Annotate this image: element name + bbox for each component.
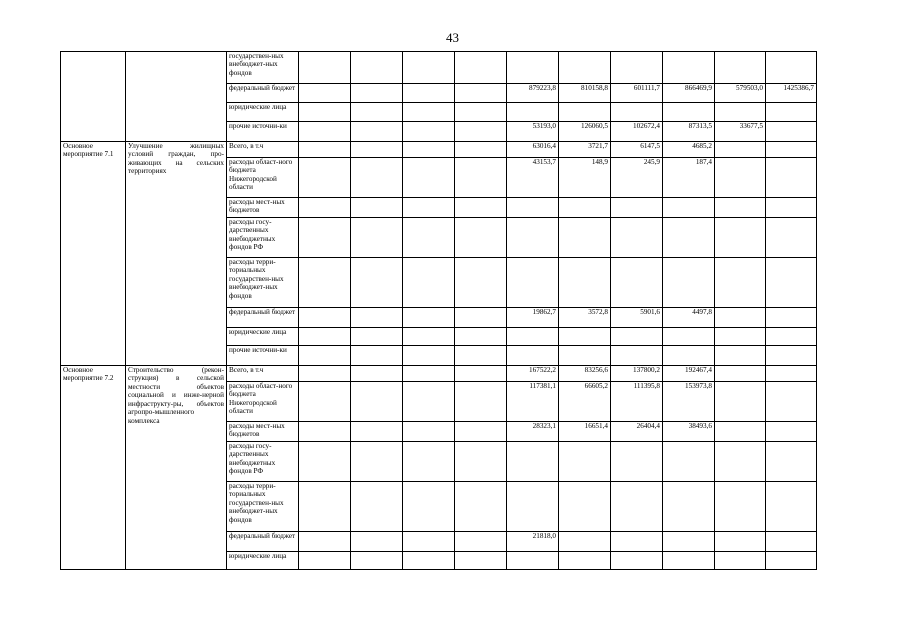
value-cell <box>507 442 559 482</box>
empty-cell <box>351 442 403 482</box>
empty-cell <box>351 532 403 552</box>
empty-cell <box>403 258 455 308</box>
funding-source-cell: расходы терри-ториальных государствен-ных внебюджет-ных фондов <box>227 482 299 532</box>
value-cell: 167522,2 <box>507 366 559 382</box>
value-cell: 137800,2 <box>611 366 663 382</box>
empty-cell <box>299 366 351 382</box>
value-cell: 579503,0 <box>715 84 766 103</box>
value-cell <box>766 218 817 258</box>
empty-cell <box>403 532 455 552</box>
empty-cell <box>351 328 403 346</box>
empty-cell <box>299 103 351 122</box>
empty-cell <box>455 52 507 84</box>
empty-cell <box>403 422 455 442</box>
value-cell: 6147,5 <box>611 142 663 158</box>
value-cell: 38493,6 <box>663 422 715 442</box>
empty-cell <box>299 198 351 218</box>
value-cell <box>766 122 817 142</box>
value-cell <box>715 482 766 532</box>
value-cell: 63016,4 <box>507 142 559 158</box>
empty-cell <box>299 52 351 84</box>
value-cell <box>766 198 817 218</box>
value-cell: 102672,4 <box>611 122 663 142</box>
value-cell <box>559 552 611 570</box>
empty-cell <box>403 382 455 422</box>
value-cell <box>715 346 766 366</box>
value-cell <box>611 346 663 366</box>
value-cell <box>715 382 766 422</box>
value-cell <box>766 142 817 158</box>
empty-cell <box>351 103 403 122</box>
value-cell <box>715 142 766 158</box>
value-cell: 111395,8 <box>611 382 663 422</box>
funding-source-cell: юридические лица <box>227 552 299 570</box>
value-cell: 21818,0 <box>507 532 559 552</box>
empty-cell <box>351 308 403 328</box>
value-cell: 33677,5 <box>715 122 766 142</box>
empty-cell <box>299 218 351 258</box>
event-cell: Основное мероприятие 7.1 <box>61 142 126 366</box>
value-cell <box>766 328 817 346</box>
value-cell <box>559 532 611 552</box>
table-row <box>61 366 817 382</box>
value-cell: 4497,8 <box>663 308 715 328</box>
value-cell <box>766 308 817 328</box>
empty-cell <box>455 198 507 218</box>
empty-cell <box>455 122 507 142</box>
value-cell <box>611 328 663 346</box>
value-cell <box>507 482 559 532</box>
empty-cell <box>455 482 507 532</box>
value-cell: 126060,5 <box>559 122 611 142</box>
value-cell <box>611 198 663 218</box>
empty-cell <box>455 366 507 382</box>
value-cell <box>663 442 715 482</box>
value-cell <box>559 52 611 84</box>
event-cell <box>61 52 126 142</box>
value-cell: 19862,7 <box>507 308 559 328</box>
empty-cell <box>455 84 507 103</box>
page-number: 43 <box>446 30 459 45</box>
value-cell: 83256,6 <box>559 366 611 382</box>
value-cell <box>611 52 663 84</box>
value-cell <box>766 158 817 198</box>
value-cell <box>663 103 715 122</box>
funding-source-cell: расходы госу-дарственных внебюджетных фондов РФ <box>227 442 299 482</box>
value-cell: 1425386,7 <box>766 84 817 103</box>
value-cell <box>507 258 559 308</box>
value-cell <box>715 158 766 198</box>
value-cell <box>559 198 611 218</box>
empty-cell <box>455 103 507 122</box>
empty-cell <box>455 218 507 258</box>
empty-cell <box>299 122 351 142</box>
funding-source-cell: расходы област-ного бюджета Нижегородской области <box>227 158 299 198</box>
empty-cell <box>351 382 403 422</box>
empty-cell <box>299 308 351 328</box>
empty-cell <box>403 328 455 346</box>
value-cell: 16651,4 <box>559 422 611 442</box>
value-cell <box>766 552 817 570</box>
value-cell: 28323,1 <box>507 422 559 442</box>
funding-source-cell: прочие источни-ки <box>227 346 299 366</box>
empty-cell <box>403 84 455 103</box>
funding-source-cell: федеральный бюджет <box>227 308 299 328</box>
funding-source-cell: Всего, в т.ч <box>227 366 299 382</box>
value-cell <box>611 532 663 552</box>
empty-cell <box>403 346 455 366</box>
empty-cell <box>351 258 403 308</box>
value-cell <box>766 382 817 422</box>
empty-cell <box>299 142 351 158</box>
value-cell: 810158,8 <box>559 84 611 103</box>
empty-cell <box>403 218 455 258</box>
funding-source-cell: расходы мест-ных бюджетов <box>227 422 299 442</box>
budget-table <box>60 51 817 570</box>
funding-source-cell: юридические лица <box>227 103 299 122</box>
value-cell: 3721,7 <box>559 142 611 158</box>
value-cell: 4685,2 <box>663 142 715 158</box>
empty-cell <box>455 552 507 570</box>
value-cell <box>715 366 766 382</box>
value-cell: 53193,0 <box>507 122 559 142</box>
empty-cell <box>299 552 351 570</box>
empty-cell <box>299 482 351 532</box>
value-cell <box>663 482 715 532</box>
empty-cell <box>455 422 507 442</box>
event-cell: Основное мероприятие 7.2 <box>61 366 126 570</box>
value-cell <box>766 532 817 552</box>
empty-cell <box>403 198 455 218</box>
value-cell <box>559 258 611 308</box>
value-cell: 5901,6 <box>611 308 663 328</box>
empty-cell <box>351 52 403 84</box>
empty-cell <box>299 382 351 422</box>
value-cell <box>559 328 611 346</box>
value-cell: 117381,1 <box>507 382 559 422</box>
empty-cell <box>351 552 403 570</box>
empty-cell <box>299 346 351 366</box>
value-cell <box>766 103 817 122</box>
empty-cell <box>455 382 507 422</box>
value-cell: 879223,8 <box>507 84 559 103</box>
funding-source-cell: юридические лица <box>227 328 299 346</box>
empty-cell <box>403 442 455 482</box>
value-cell <box>715 442 766 482</box>
value-cell <box>715 552 766 570</box>
funding-source-cell: расходы мест-ных бюджетов <box>227 198 299 218</box>
empty-cell <box>351 158 403 198</box>
empty-cell <box>455 346 507 366</box>
empty-cell <box>351 218 403 258</box>
value-cell <box>715 328 766 346</box>
value-cell <box>559 442 611 482</box>
value-cell <box>663 532 715 552</box>
value-cell <box>559 482 611 532</box>
empty-cell <box>299 442 351 482</box>
value-cell <box>715 532 766 552</box>
event-name-cell: Улучшение жилищных условий граждан, про-живающих на сельских территориях <box>126 142 227 366</box>
value-cell <box>766 366 817 382</box>
value-cell: 601111,7 <box>611 84 663 103</box>
value-cell: 866469,9 <box>663 84 715 103</box>
funding-source-cell: федеральный бюджет <box>227 84 299 103</box>
value-cell: 3572,8 <box>559 308 611 328</box>
empty-cell <box>299 258 351 308</box>
value-cell <box>766 52 817 84</box>
value-cell <box>559 103 611 122</box>
value-cell <box>766 346 817 366</box>
value-cell <box>715 52 766 84</box>
empty-cell <box>455 442 507 482</box>
value-cell <box>559 346 611 366</box>
value-cell <box>766 258 817 308</box>
value-cell <box>715 308 766 328</box>
empty-cell <box>403 142 455 158</box>
value-cell <box>663 328 715 346</box>
empty-cell <box>351 142 403 158</box>
funding-source-cell: расходы област-ного бюджета Нижегородской области <box>227 382 299 422</box>
funding-source-cell: расходы терри-ториальных государствен-ных внебюджет-ных фондов <box>227 258 299 308</box>
empty-cell <box>403 52 455 84</box>
empty-cell <box>455 532 507 552</box>
empty-cell <box>455 308 507 328</box>
value-cell <box>611 103 663 122</box>
empty-cell <box>351 482 403 532</box>
value-cell <box>766 442 817 482</box>
empty-cell <box>299 422 351 442</box>
value-cell: 245,9 <box>611 158 663 198</box>
empty-cell <box>403 308 455 328</box>
empty-cell <box>351 198 403 218</box>
value-cell <box>507 52 559 84</box>
empty-cell <box>299 328 351 346</box>
funding-source-cell: расходы госу-дарственных внебюджетных фондов РФ <box>227 218 299 258</box>
empty-cell <box>403 552 455 570</box>
empty-cell <box>403 103 455 122</box>
value-cell <box>611 482 663 532</box>
empty-cell <box>455 328 507 346</box>
value-cell <box>663 346 715 366</box>
value-cell <box>559 218 611 258</box>
empty-cell <box>403 158 455 198</box>
funding-source-cell: государствен-ных внебюджет-ных фондов <box>227 52 299 84</box>
empty-cell <box>351 422 403 442</box>
empty-cell <box>403 366 455 382</box>
value-cell <box>611 258 663 308</box>
value-cell <box>507 103 559 122</box>
empty-cell <box>299 158 351 198</box>
value-cell: 192467,4 <box>663 366 715 382</box>
table-row <box>61 52 817 84</box>
value-cell <box>507 346 559 366</box>
value-cell <box>766 482 817 532</box>
value-cell <box>715 422 766 442</box>
empty-cell <box>351 84 403 103</box>
funding-source-cell: Всего, в т.ч <box>227 142 299 158</box>
value-cell: 148,9 <box>559 158 611 198</box>
value-cell <box>663 218 715 258</box>
value-cell <box>507 218 559 258</box>
empty-cell <box>403 482 455 532</box>
funding-source-cell: федеральный бюджет <box>227 532 299 552</box>
value-cell <box>715 198 766 218</box>
value-cell <box>611 552 663 570</box>
value-cell: 87313,5 <box>663 122 715 142</box>
table-body <box>61 52 817 570</box>
value-cell <box>663 258 715 308</box>
empty-cell <box>299 532 351 552</box>
value-cell: 66605,2 <box>559 382 611 422</box>
value-cell <box>663 52 715 84</box>
value-cell: 43153,7 <box>507 158 559 198</box>
value-cell: 26404,4 <box>611 422 663 442</box>
value-cell <box>715 218 766 258</box>
value-cell <box>715 258 766 308</box>
empty-cell <box>299 84 351 103</box>
value-cell <box>715 103 766 122</box>
event-name-cell: Строительство (рекон-струкция) в сельской местности объектов социальной и инже-нерной инфраструкту-ры, объектов агропро-мышленного комплекса <box>126 366 227 570</box>
empty-cell <box>455 142 507 158</box>
empty-cell <box>403 122 455 142</box>
value-cell <box>507 198 559 218</box>
empty-cell <box>351 346 403 366</box>
event-name-cell <box>126 52 227 142</box>
empty-cell <box>455 158 507 198</box>
value-cell <box>663 198 715 218</box>
value-cell <box>611 442 663 482</box>
funding-source-cell: прочие источни-ки <box>227 122 299 142</box>
value-cell: 153973,8 <box>663 382 715 422</box>
value-cell <box>507 328 559 346</box>
value-cell <box>507 552 559 570</box>
value-cell <box>663 552 715 570</box>
empty-cell <box>351 366 403 382</box>
value-cell: 187,4 <box>663 158 715 198</box>
empty-cell <box>351 122 403 142</box>
table-row <box>61 142 817 158</box>
value-cell <box>611 218 663 258</box>
value-cell <box>766 422 817 442</box>
empty-cell <box>455 258 507 308</box>
